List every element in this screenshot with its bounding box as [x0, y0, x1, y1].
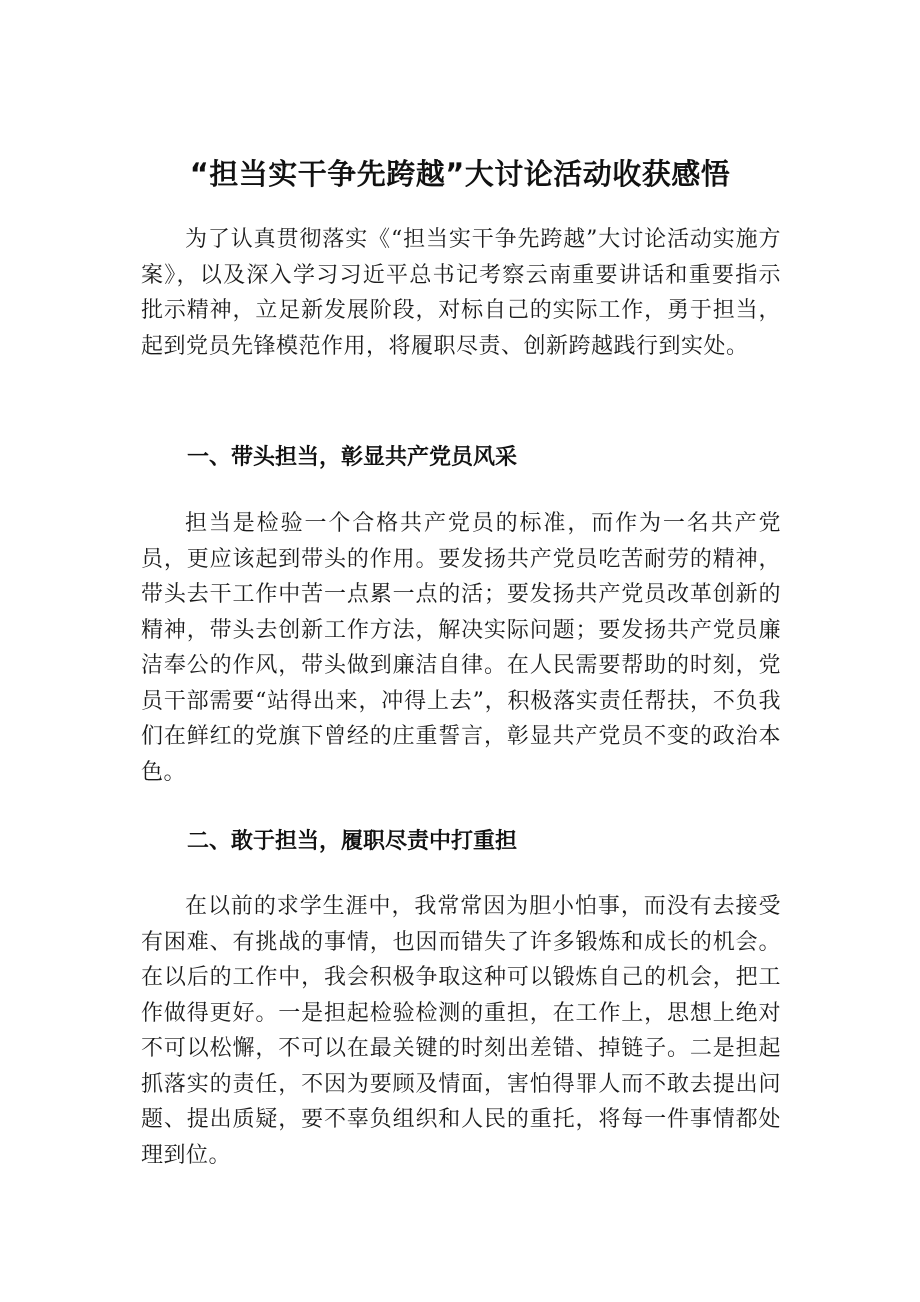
section-heading-2: 二、敢于担当，履职尽责中打重担 [187, 829, 518, 854]
paragraph-section-2: 在以前的求学生涯中，我常常因为胆小怕事，而没有去接受有困难、有挑战的事情，也因而错失了许多锻炼和成长的机会。在以后的工作中，我会积极争取这种可以锻炼自己的机会，把工作做得更好。一是担起检验检测的重担，在工作上，思想上绝对不可以松懈，不可以在最关键的时刻出差错、掉链子。二是担起抓落实的责任，不因为要顾及情面，害怕得罪人而不敢去提出问题、提出质疑，要不辜负组织和人民的重托，将每一件事情都处理到位。 [141, 894, 781, 1168]
paragraph-intro: 为了认真贯彻落实《“担当实干争先跨越”大讨论活动实施方案》，以及深入学习习近平总书记考察云南重要讲话和重要指示批示精神，立足新发展阶段，对标自己的实际工作，勇于担当，起到党员先锋模范作用，将履职尽责、创新跨越践行到实处。 [141, 227, 781, 359]
document-title: “担当实干争先跨越”大讨论活动收获感悟 [189, 157, 731, 191]
section-heading-1: 一、带头担当，彰显共产党员风采 [187, 445, 518, 470]
paragraph-section-1: 担当是检验一个合格共产党员的标准，而作为一名共产党员，更应该起到带头的作用。要发扬共产党员吃苦耐劳的精神，带头去干工作中苦一点累一点的活；要发扬共产党员改革创新的精神，带头去创新工作方法，解决实际问题；要发扬共产党员廉洁奉公的作风，带头做到廉洁自律。在人民需要帮助的时刻，党员干部需要“站得出来，冲得上去”，积极落实责任帮扶，不负我们在鲜红的党旗下曾经的庄重誓言，彰显共产党员不变的政治本色。 [141, 511, 781, 785]
